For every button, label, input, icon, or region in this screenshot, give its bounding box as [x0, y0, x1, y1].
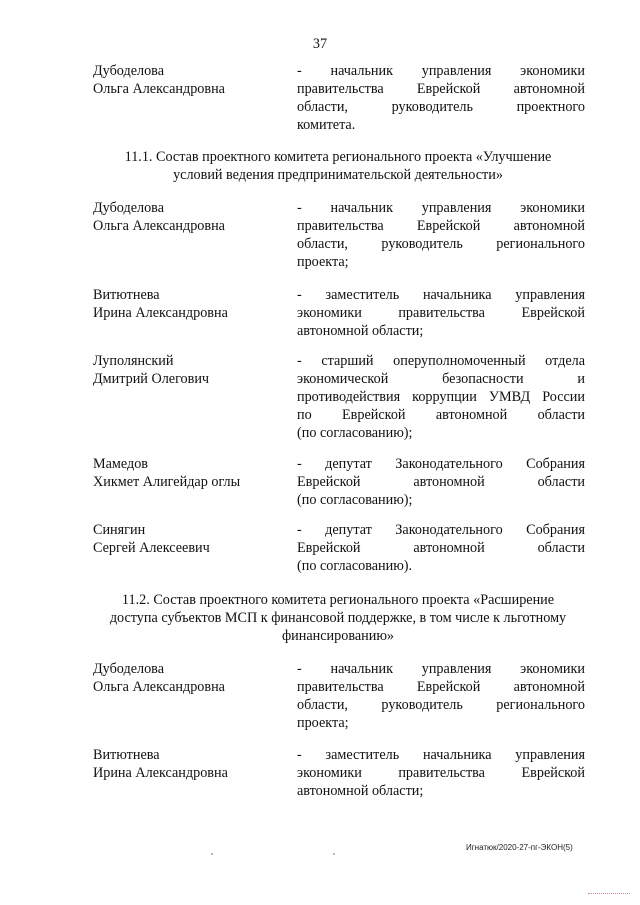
heading-line: 11.1. Состав проектного комитета регионального проекта «Улучшение	[124, 149, 552, 165]
role-line: (по согласованию);	[297, 492, 413, 508]
member-name	[93, 455, 287, 491]
role-line: проекта;	[297, 254, 349, 270]
member-name	[93, 286, 287, 322]
role-line: Еврейской автономной области	[297, 474, 585, 490]
member-name	[93, 521, 287, 557]
role-line: области, руководитель регионального	[297, 236, 585, 252]
member-role	[297, 199, 585, 271]
role-line: - начальник управления экономики	[297, 661, 585, 677]
member-name	[93, 746, 287, 782]
role-line: (по согласованию).	[297, 558, 413, 574]
surname: Дубоделова	[93, 63, 164, 79]
role-line: - заместитель начальника управления	[297, 747, 585, 763]
role-line: - начальник управления экономики	[297, 63, 585, 79]
section-11-2-heading	[88, 591, 588, 645]
role-line: экономической безопасности и	[297, 371, 585, 387]
role-line: - заместитель начальника управления	[297, 287, 585, 303]
first-names: Хикмет Алигейдар оглы	[93, 474, 241, 490]
role-line: - депутат Законодательного Собрания	[297, 456, 585, 472]
role-line: - депутат Законодательного Собрания	[297, 522, 585, 538]
section-11-1-heading	[88, 148, 588, 184]
role-line: области, руководитель проектного	[297, 99, 585, 115]
role-line: экономики правительства Еврейской	[297, 765, 585, 781]
member-role	[297, 352, 585, 442]
role-line: по Еврейской автономной области	[297, 407, 585, 423]
surname: Синягин	[93, 522, 146, 538]
heading-line: доступа субъектов МСП к финансовой поддержке, в том числе к льготному	[109, 610, 567, 626]
document-code: Игнатюк/2020-27-пг-ЭКОН(5)	[466, 843, 573, 852]
heading-line: условий ведения предпринимательской деятельности»	[173, 167, 503, 183]
first-names: Ольга Александровна	[93, 218, 225, 234]
role-line: комитета.	[297, 117, 356, 133]
role-line: - старший оперуполномоченный отдела	[297, 353, 585, 369]
scan-dotted-mark	[588, 893, 630, 896]
member-name	[93, 199, 287, 235]
first-names: Ольга Александровна	[93, 81, 225, 97]
top-entry-role	[297, 62, 585, 134]
surname: Мамедов	[93, 456, 149, 472]
role-line: экономики правительства Еврейской	[297, 305, 585, 321]
first-names: Ольга Александровна	[93, 679, 225, 695]
role-line: правительства Еврейской автономной	[297, 81, 585, 97]
member-role	[297, 746, 585, 800]
first-names: Ирина Александровна	[93, 765, 228, 781]
scan-speck	[211, 853, 213, 855]
role-line: области, руководитель регионального	[297, 697, 585, 713]
surname: Луполянский	[93, 353, 174, 369]
member-role	[297, 455, 585, 509]
member-role	[297, 521, 585, 575]
role-line: правительства Еврейской автономной	[297, 218, 585, 234]
heading-line: 11.2. Состав проектного комитета регионального проекта «Расширение	[121, 592, 555, 608]
member-role	[297, 660, 585, 732]
role-line: Еврейской автономной области	[297, 540, 585, 556]
role-line: (по согласованию);	[297, 425, 413, 441]
role-line: автономной области;	[297, 323, 424, 339]
role-line: проекта;	[297, 715, 349, 731]
scan-speck	[333, 853, 335, 855]
page-number: 37	[312, 36, 328, 52]
member-name	[93, 352, 287, 388]
surname: Дубоделова	[93, 661, 164, 677]
role-line: автономной области;	[297, 783, 424, 799]
first-names: Сергей Алексеевич	[93, 540, 210, 556]
surname: Витютнева	[93, 747, 160, 763]
surname: Витютнева	[93, 287, 160, 303]
member-role	[297, 286, 585, 340]
heading-line: финансированию»	[281, 628, 395, 644]
first-names: Дмитрий Олегович	[93, 371, 210, 387]
surname: Дубоделова	[93, 200, 164, 216]
role-line: противодействия коррупции УМВД России	[297, 389, 585, 405]
member-name	[93, 660, 287, 696]
top-entry-name	[93, 62, 287, 98]
role-line: правительства Еврейской автономной	[297, 679, 585, 695]
role-line: - начальник управления экономики	[297, 200, 585, 216]
first-names: Ирина Александровна	[93, 305, 228, 321]
